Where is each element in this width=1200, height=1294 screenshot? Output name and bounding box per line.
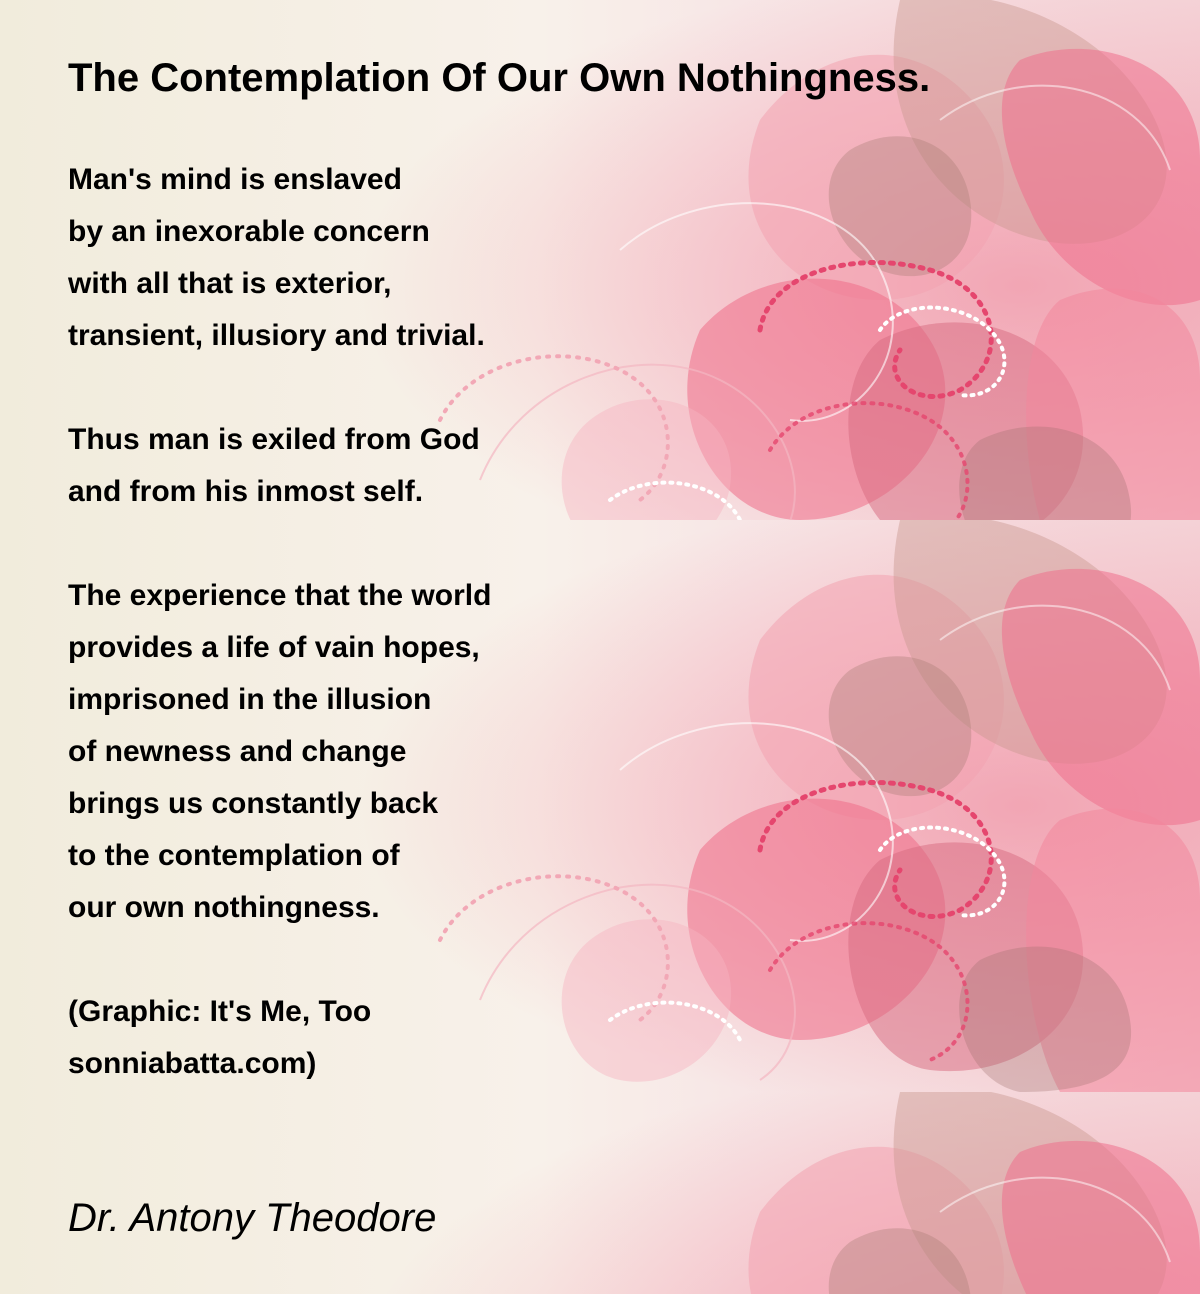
poem-line: transient, illusiory and trivial. <box>68 319 485 352</box>
poem-line: with all that is exterior, <box>68 267 392 300</box>
poem-line: our own nothingness. <box>68 891 380 924</box>
poem-line: brings us constantly back <box>68 787 439 820</box>
poem-author: Dr. Antony Theodore <box>68 1196 437 1240</box>
poem-line: imprisoned in the illusion <box>68 683 432 716</box>
poem-line: to the contemplation of <box>68 839 400 872</box>
poem-title: The Contemplation Of Our Own Nothingness. <box>68 56 931 100</box>
poem-line: by an inexorable concern <box>68 215 430 248</box>
poem-line: The experience that the world <box>68 579 492 612</box>
poem-body <box>68 154 768 1090</box>
stanza-break <box>68 518 768 570</box>
poem-line: Thus man is exiled from God <box>68 423 480 456</box>
stanza-break <box>68 934 768 986</box>
poem-line: of newness and change <box>68 735 407 768</box>
poem-line: Man's mind is enslaved <box>68 163 402 196</box>
poem-line: provides a life of vain hopes, <box>68 631 480 664</box>
poem-line: sonniabatta.com) <box>68 1047 317 1080</box>
poem-line: (Graphic: It's Me, Too <box>68 995 372 1028</box>
poem-line: and from his inmost self. <box>68 475 424 508</box>
stanza-break <box>68 362 768 414</box>
